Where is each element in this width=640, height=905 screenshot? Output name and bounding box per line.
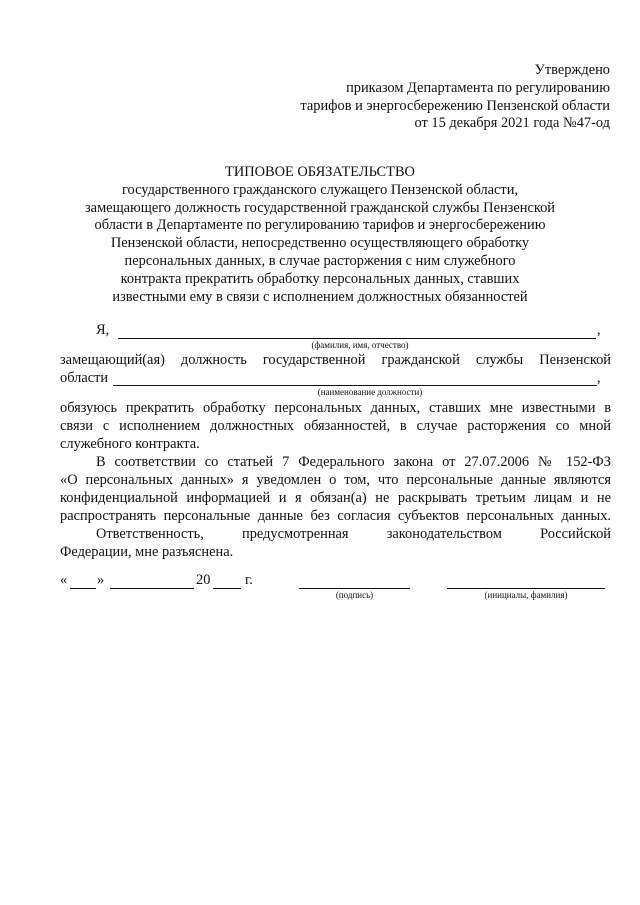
initials-field[interactable] [447,588,605,589]
fio-field-line[interactable] [118,338,596,339]
date-open-quote: « [60,572,68,588]
paragraph-1-line: обязуюсь прекратить обработку персональных данных, ставших мне известными в [60,400,611,416]
paragraph-2-line: конфиденциальной информацией и я обязан(а) не раскрывать третьим лицам и не [60,490,611,506]
paragraph-1-line: связи с исполнением должностных обязанностей, в случае расторжения со мной [60,418,611,434]
title-line: известными ему в связи с исполнением должностных обязанностей [112,288,528,305]
approval-line-1: Утверждено [534,62,610,78]
oblasti-label: области [60,370,109,386]
title-heading: ТИПОВОЕ ОБЯЗАТЕЛЬСТВО [225,164,415,180]
paragraph-2-line: распространять персональные данные без согласия субъектов персональных данных. [60,508,611,524]
paragraph-2-line: В соответствии со статьей 7 Федерального закона от 27.07.2006 № 152-ФЗ [96,454,611,470]
ya-label: Я, [96,322,110,338]
title-line: области в Департаменте по регулированию тарифов и энергосбережению [94,217,546,234]
title-line: замещающего должность государственной гражданской службы Пензенской [85,199,555,216]
title-line: контракта прекратить обработку персональных данных, ставших [120,270,520,287]
fio-caption: (фамилия, имя, отчество) [311,340,409,350]
position-field-line[interactable] [113,385,597,386]
title-line: государственного гражданского служащего Пензенской области, [121,181,519,198]
date-year-field[interactable] [213,588,241,589]
title-line: Пензенской области, непосредственно осуществляющего обработку [110,235,530,252]
year-suffix: г. [245,572,253,588]
year-prefix: 20 [196,572,211,588]
signature-caption: (подпись) [335,590,374,600]
date-day-field[interactable] [70,588,96,589]
title-line: персональных данных, в случае расторжения с ним служебного [124,252,516,269]
approval-block [210,62,610,133]
position-caption: (наименование должности) [317,387,423,397]
initials-caption: (инициалы, фамилия) [484,590,568,600]
approval-line-3: тарифов и энергосбережению Пензенской области [300,97,610,114]
approval-line-4: от 15 декабря 2021 года №47-од [414,115,610,132]
fio-comma: , [597,322,601,338]
position-line: замещающий(ая) должность государственной гражданской службы Пензенской [60,352,611,368]
paragraph-1-line: служебного контракта. [60,436,200,452]
paragraph-3-line: Ответственность, предусмотренная законодательством Российской [96,526,611,542]
signature-field[interactable] [299,588,410,589]
oblasti-comma: , [597,370,601,386]
date-month-field[interactable] [110,588,194,589]
paragraph-3-line: Федерации, мне разъяснена. [60,544,234,560]
document-title [60,164,580,306]
approval-line-2: приказом Департамента по регулированию [346,79,610,96]
paragraph-2-line: «О персональных данных» я уведомлен о том, что персональные данные являются [60,472,611,488]
date-close-quote: » [97,572,105,588]
